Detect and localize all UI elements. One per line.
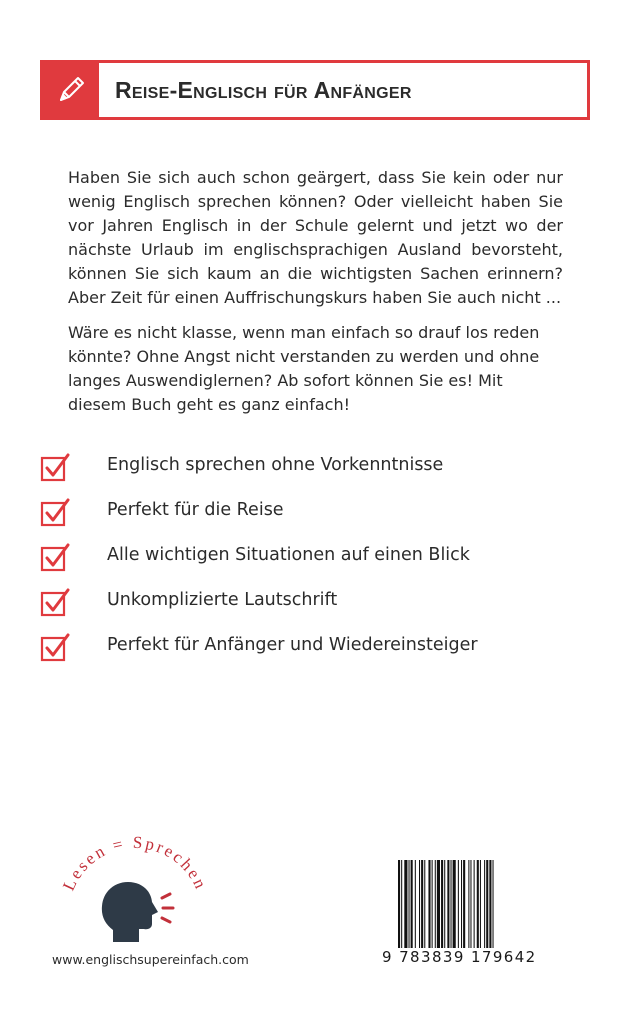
title-bar — [40, 60, 590, 120]
feature-label: Unkomplizierte Lautschrift — [107, 590, 338, 610]
feature-label: Englisch sprechen ohne Vorkenntnisse — [107, 455, 444, 475]
list-item — [40, 587, 560, 632]
feature-label: Perfekt für Anfänger und Wiedereinsteiger — [107, 635, 478, 655]
checkbox-checked-icon — [40, 632, 72, 664]
pencil-icon — [54, 73, 88, 107]
page-title: Reise-Englisch für Anfänger — [115, 76, 412, 103]
feature-list — [40, 452, 560, 677]
list-item — [40, 452, 560, 497]
feature-label: Alle wichtigen Situationen auf einen Blick — [107, 545, 470, 565]
list-item — [40, 632, 560, 677]
publisher-logo — [55, 820, 215, 960]
speaking-head-icon — [102, 882, 173, 942]
website-link[interactable]: www.englischsupereinfach.com — [52, 952, 249, 967]
pitch-paragraph: Wäre es nicht klasse, wenn man einfach so drauf los reden könnte? Ohne Angst nicht verstanden zu werden und ohne langes Auswendiglernen? Ab sofort können Sie es! Mit diesem Buch geht es ganz einfach! — [68, 323, 540, 414]
checkbox-checked-icon — [40, 497, 72, 529]
list-item — [40, 497, 560, 542]
logo-text-path: Lesen = Sprechen — [58, 832, 212, 894]
checkbox-checked-icon — [40, 452, 72, 484]
checkbox-checked-icon — [40, 542, 72, 574]
checkbox-checked-icon — [40, 587, 72, 619]
list-item — [40, 542, 560, 587]
title-icon-box — [43, 63, 99, 117]
isbn-number: 9 783839 179642 — [382, 948, 537, 966]
intro-paragraph: Haben Sie sich auch schon geärgert, dass Sie kein oder nur wenig Englisch sprechen können? Oder vielleicht haben Sie vor Jahren Englisch in der Schule gelernt und jetzt wo der nächste Urlaub im englischsprachigen Ausland bevorsteht, können Sie sich kaum an die wichtigsten Sachen erinnern? Aber Zeit für einen Auffrischungskurs haben Sie auch nicht ... — [68, 168, 563, 307]
feature-label: Perfekt für die Reise — [107, 500, 284, 520]
